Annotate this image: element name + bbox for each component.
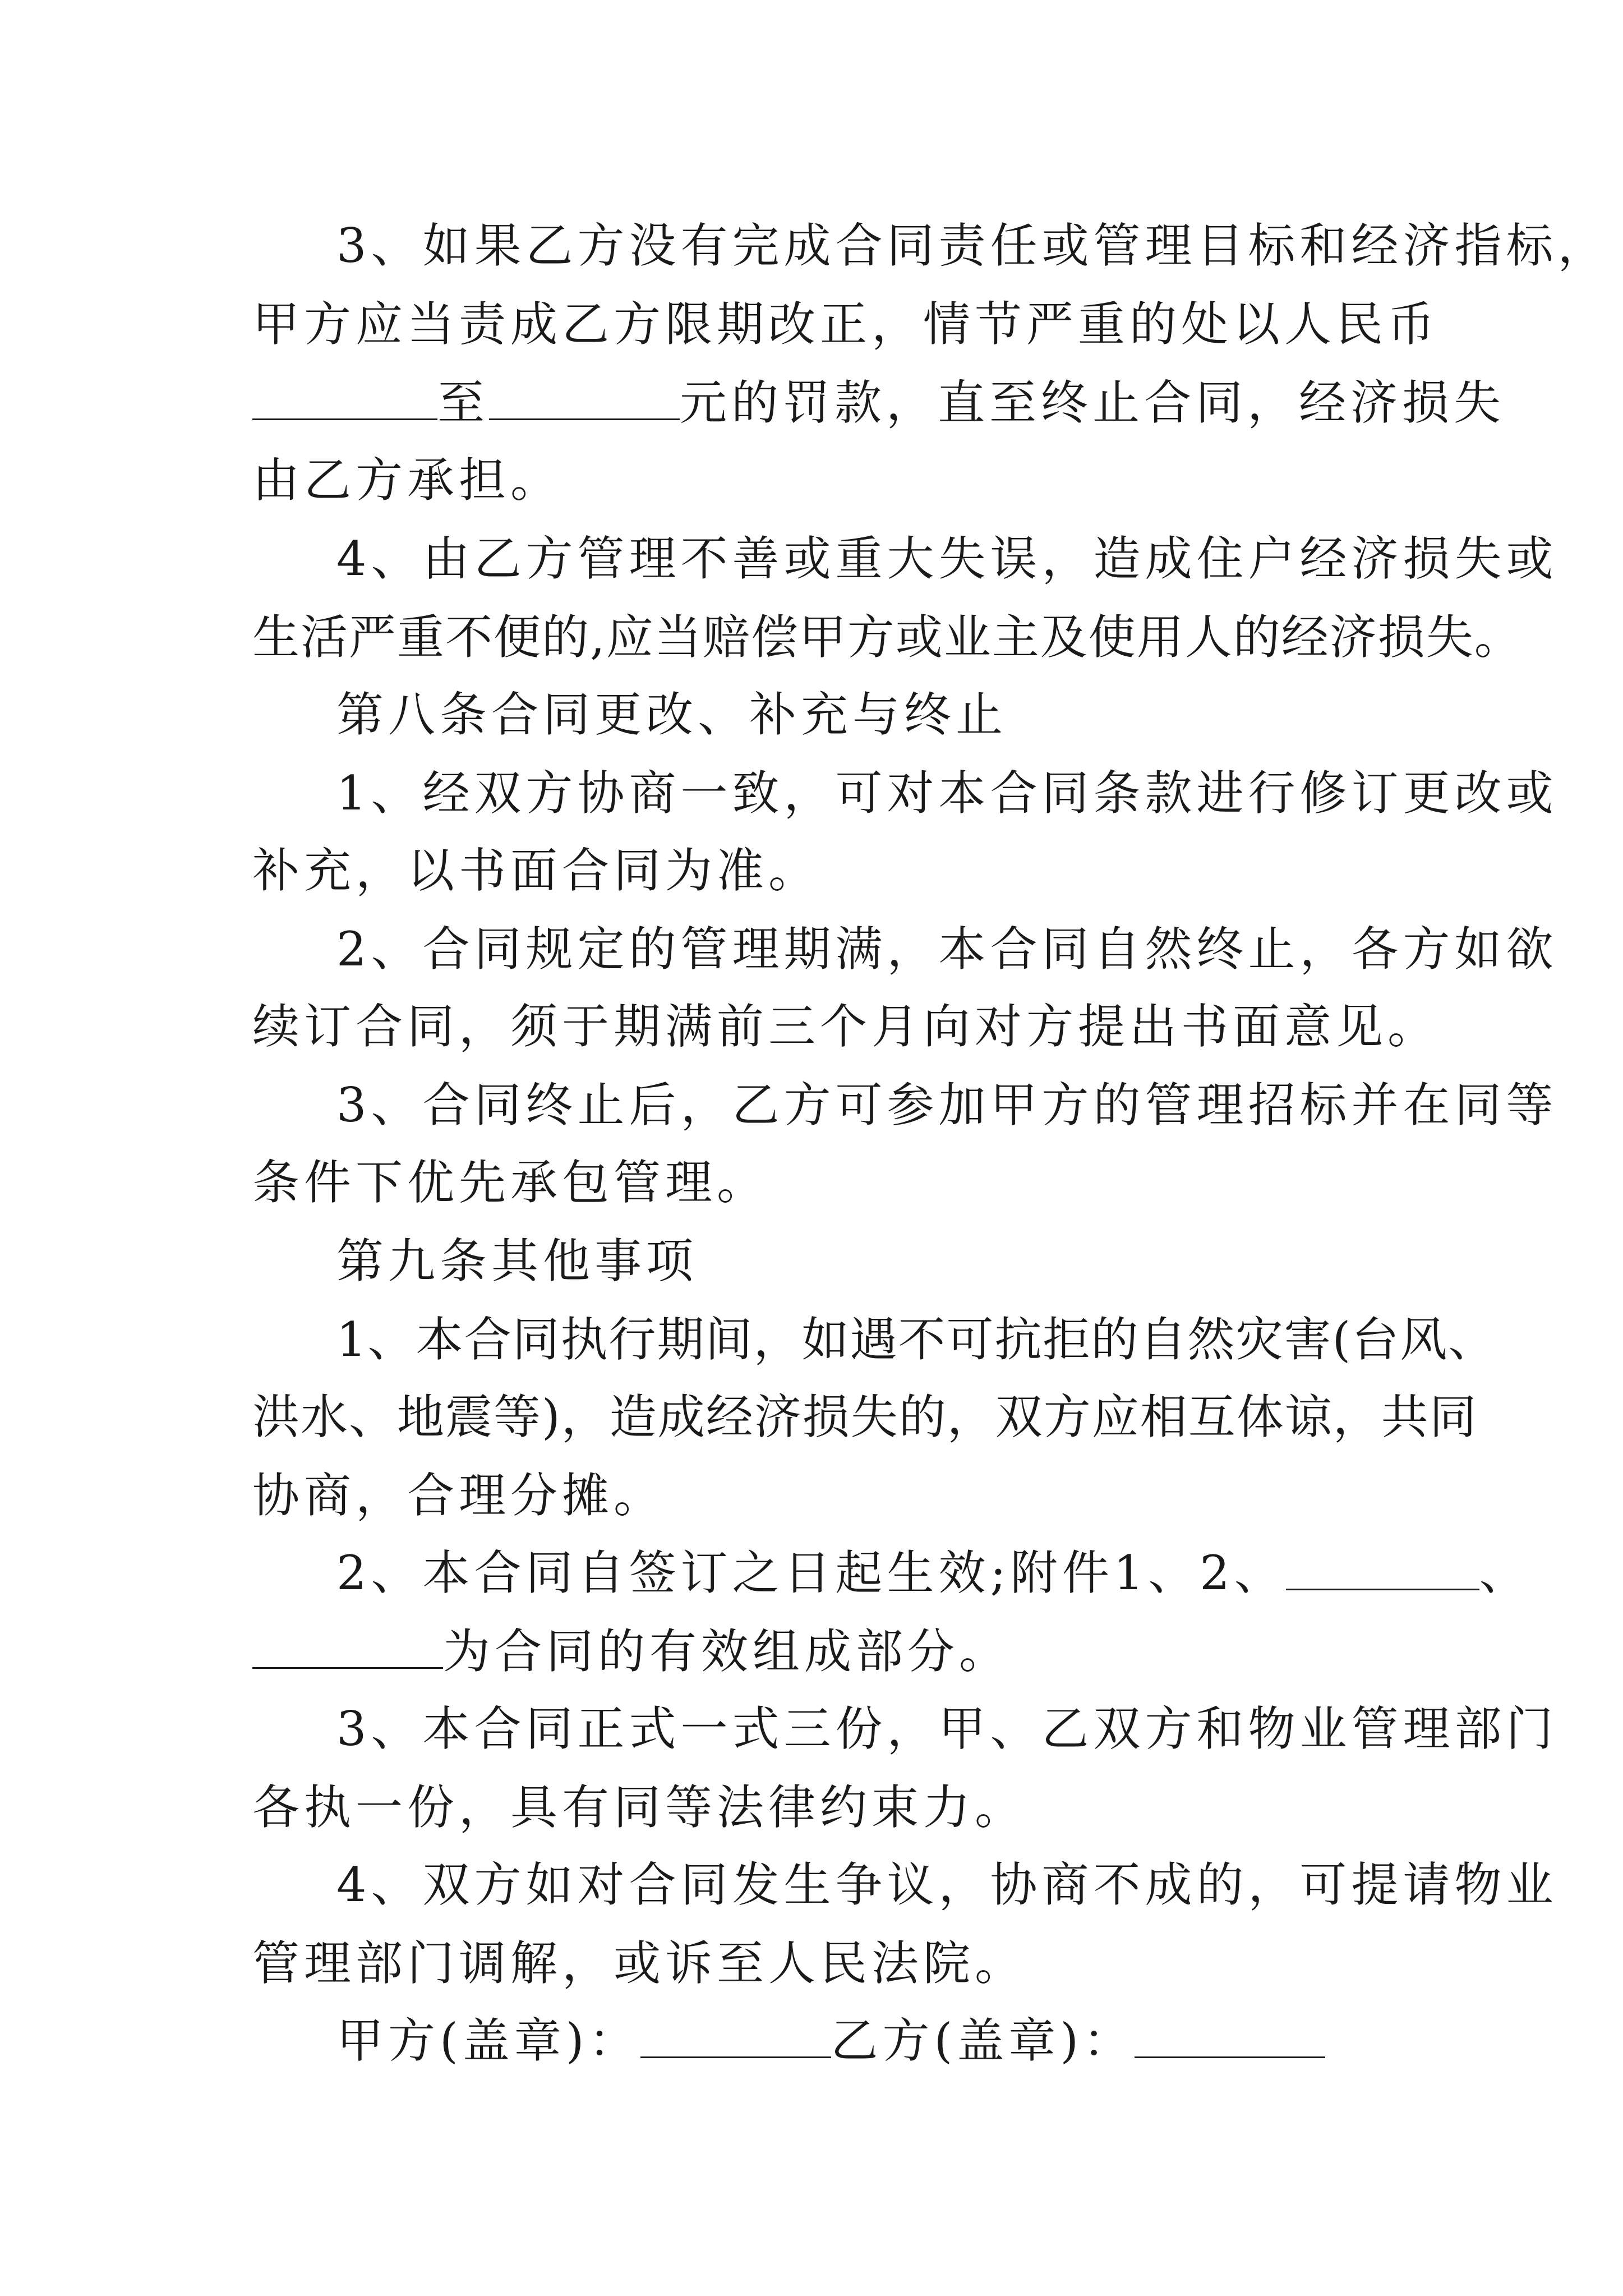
fine-min-blank[interactable]: [252, 418, 437, 420]
article-9-item-3-line-2: 各执一份，具有同等法律约束力。: [252, 1780, 1027, 1835]
clause-4-line-2: 生活严重不便的,应当赔偿甲方或业主及使用人的经济损失。: [252, 610, 1523, 665]
article-9-item-2-line-1: 2、本合同自签订之日起生效;附件1、2、 、: [336, 1545, 1531, 1600]
party-b-seal-blank[interactable]: [1135, 2056, 1325, 2058]
article-9-heading: 第九条其他事项: [336, 1234, 698, 1289]
party-b-seal-label: 乙方(盖章)：: [831, 2013, 1135, 2068]
clause-3-line-1: 3、如果乙方没有完成合同责任或管理目标和经济指标，: [336, 218, 1610, 273]
clause-3-line-4: 由乙方承担。: [252, 453, 562, 508]
fine-max-blank[interactable]: [489, 418, 680, 420]
article-8-item-3-line-1: 3、合同终止后，乙方可参加甲方的管理招标并在同等: [336, 1078, 1558, 1133]
article-8-heading: 第八条合同更改、补充与终止: [336, 687, 1008, 742]
article-8-item-1-line-1: 1、经双方协商一致，可对本合同条款进行修订更改或: [336, 766, 1558, 821]
attachment-4-blank[interactable]: [252, 1667, 443, 1669]
article-9-item-4-line-2: 管理部门调解，或诉至人民法院。: [252, 1936, 1027, 1991]
clause-3-line-3: 至 元的罚款，直至终止合同，经济损失: [252, 375, 1380, 431]
signature-line: [336, 2013, 1380, 2069]
article-9-item-1-line-3: 协商，合理分摊。: [252, 1468, 666, 1523]
party-a-seal-label: 甲方(盖章)：: [336, 2013, 640, 2068]
article-8-item-2-line-2: 续订合同，须于期满前三个月向对方提出书面意见。: [252, 999, 1440, 1054]
article-8-item-1-line-2: 补充，以书面合同为准。: [252, 843, 820, 898]
article-8-item-2-line-1: 2、合同规定的管理期满，本合同自然终止，各方如欲: [336, 922, 1558, 977]
article-9-item-1-line-2: 洪水、地震等)，造成经济损失的，双方应相互体谅，共同: [252, 1389, 1478, 1444]
article-9-item-3-line-1: 3、本合同正式一式三份，甲、乙双方和物业管理部门: [336, 1701, 1558, 1756]
article-9-item-1-line-1: 1、本合同执行期间，如遇不可抗拒的自然灾害(台风、: [336, 1312, 1497, 1367]
party-a-seal-blank[interactable]: [640, 2056, 831, 2058]
article-9-item-4-line-1: 4、双方如对合同发生争议，协商不成的，可提请物业: [336, 1857, 1558, 1912]
attachment-3-blank[interactable]: [1286, 1589, 1479, 1590]
article-8-item-3-line-2: 条件下优先承包管理。: [252, 1155, 769, 1210]
article-9-item-2-line-2: 为合同的有效组成部分。: [252, 1623, 1380, 1680]
clause-3-line-2: 甲方应当责成乙方限期改正，情节严重的处以人民币: [252, 297, 1440, 352]
clause-4-line-1: 4、由乙方管理不善或重大失误，造成住户经济损失或: [336, 531, 1558, 586]
